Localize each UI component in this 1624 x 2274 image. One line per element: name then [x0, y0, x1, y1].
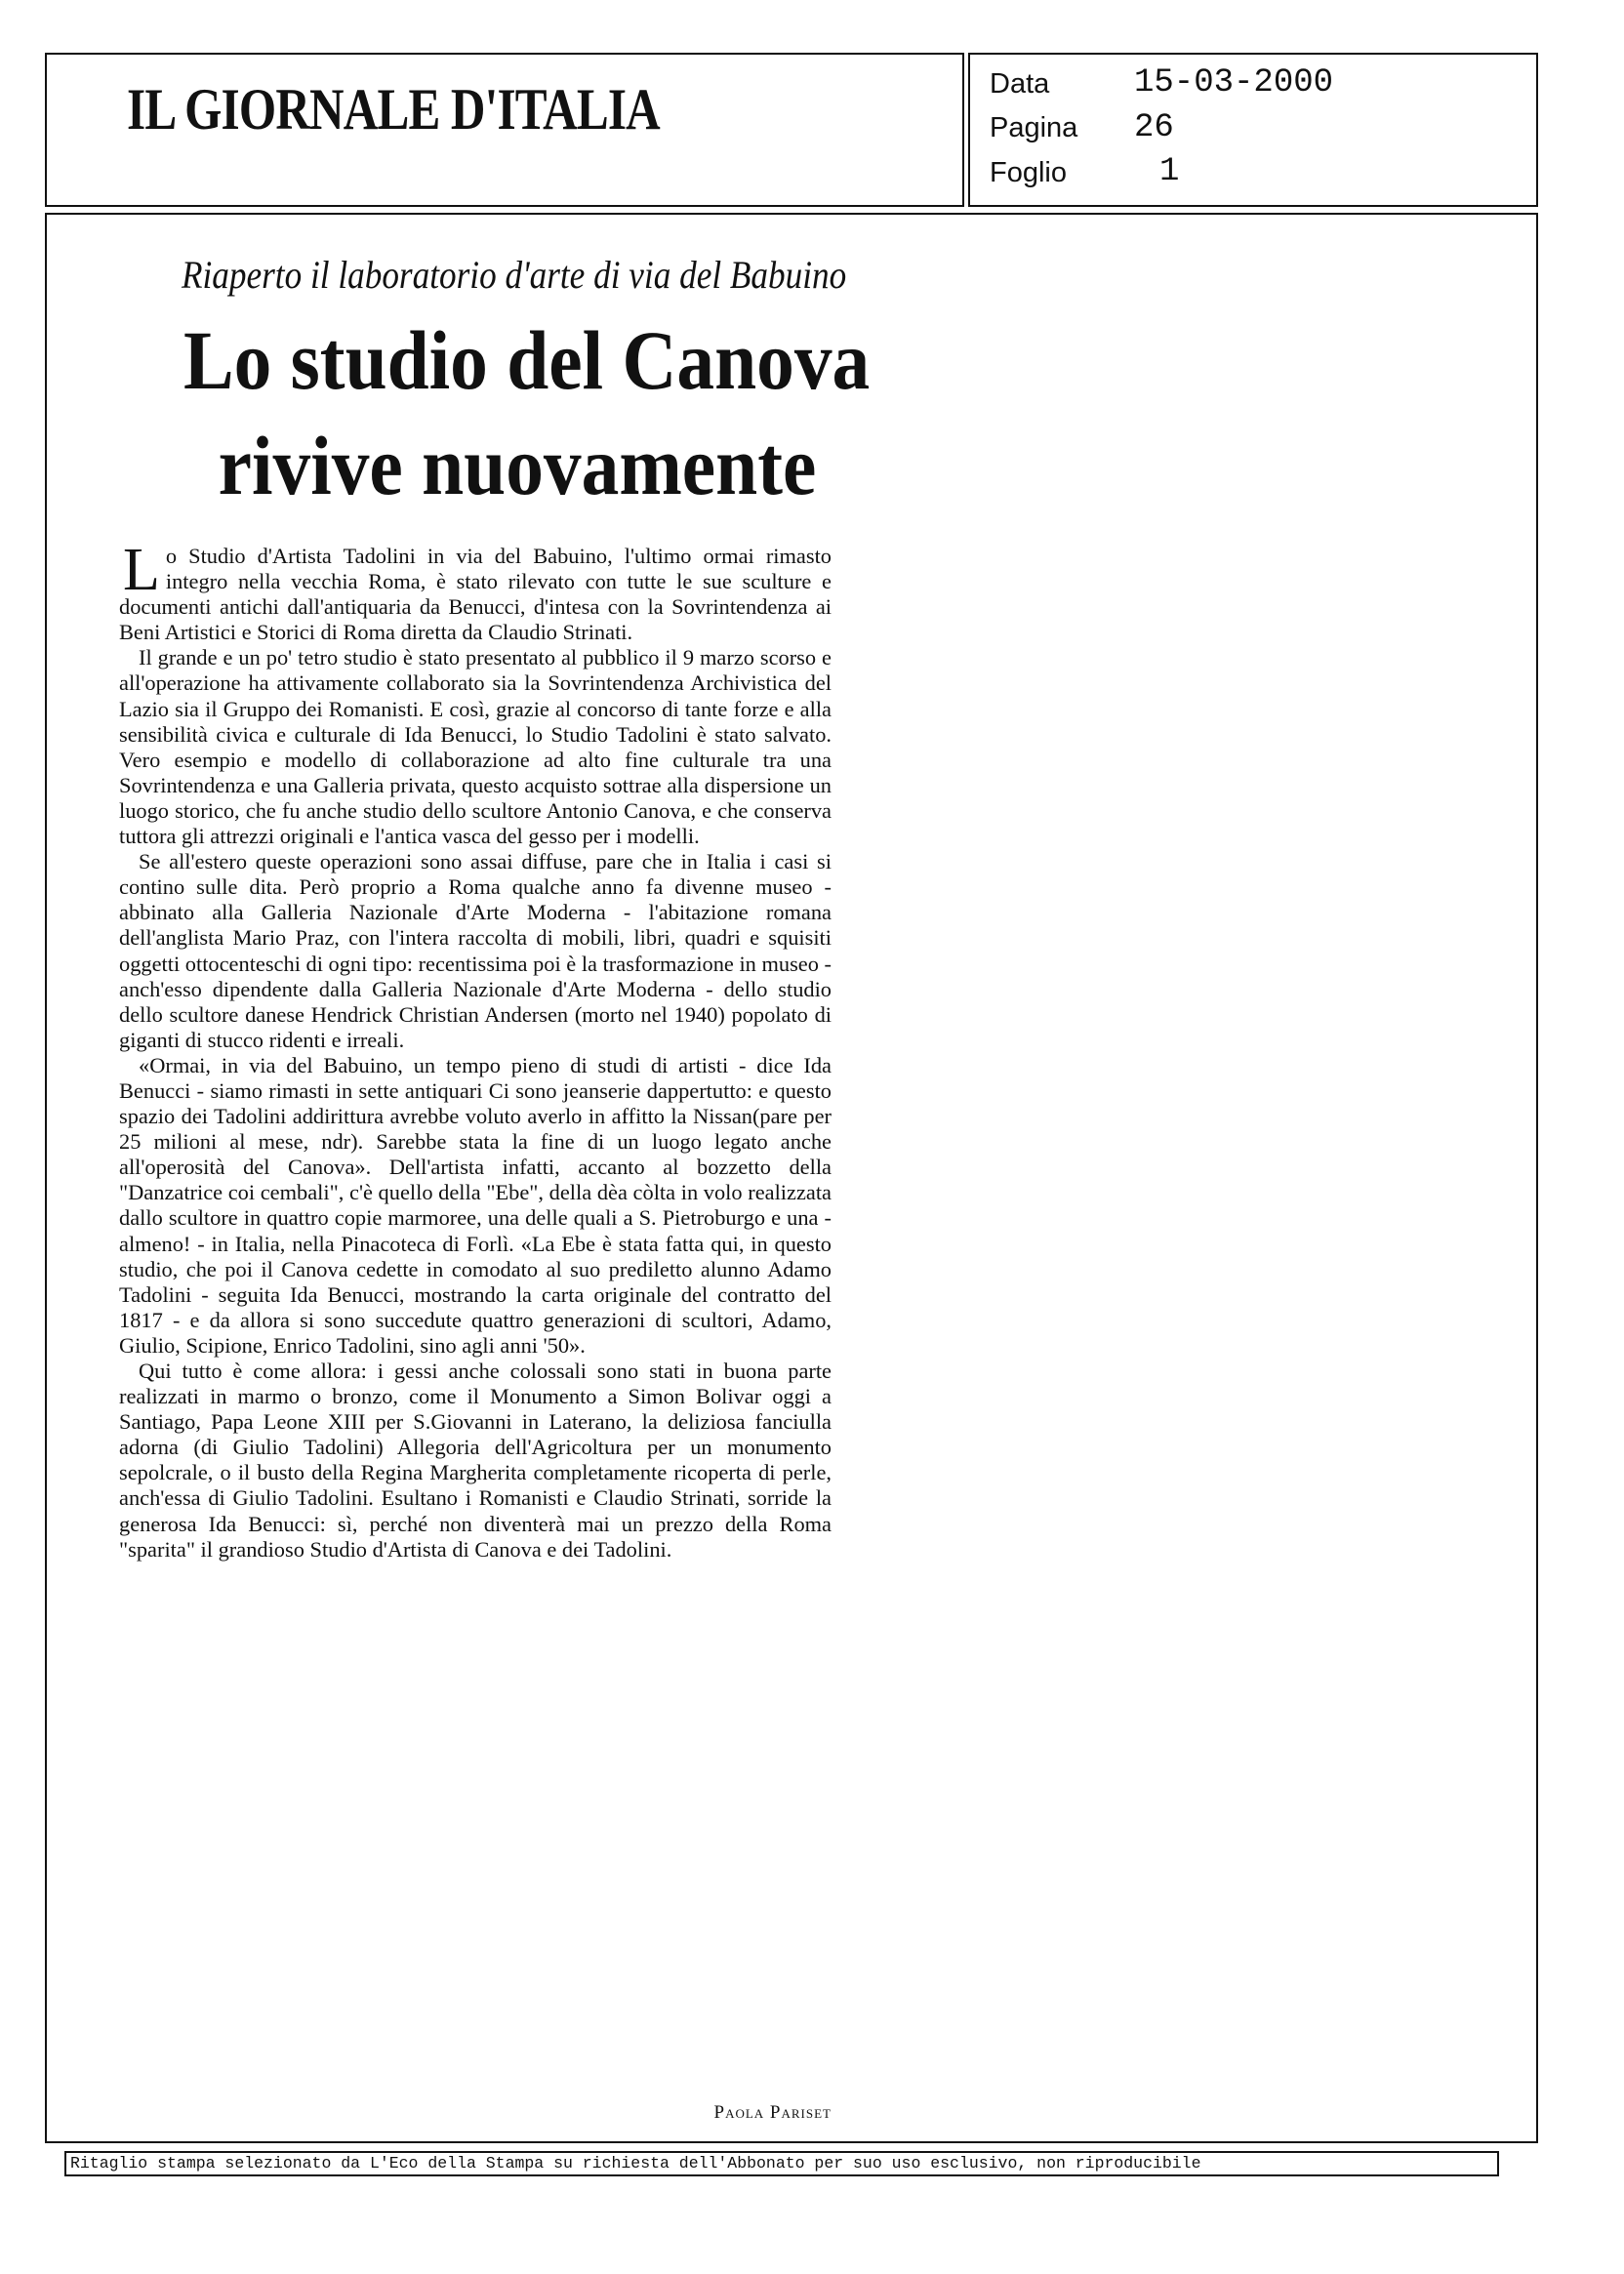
clipping-notice: Ritaglio stampa selezionato da L'Eco della Stampa su richiesta dell'Abbonato per suo uso esclusivo, non riproducibile: [70, 2154, 1201, 2172]
date-label: Data: [990, 68, 1050, 100]
sheet-value: 1: [1159, 153, 1180, 190]
newspaper-masthead: IL GIORNALE D'ITALIA: [127, 77, 660, 142]
article-kicker: Riaperto il laboratorio d'arte di via del Babuino: [182, 253, 847, 297]
date-value: 15-03-2000: [1134, 64, 1334, 102]
page-label: Pagina: [990, 112, 1078, 143]
drop-cap: L: [123, 537, 160, 603]
page-value: 26: [1134, 109, 1174, 146]
article-paragraph-5: Qui tutto è come allora: i gessi anche colossali sono stati in buona parte realizzati in marmo o bronzo, come il Monumento a Simon Bolivar oggi a Santiago, Papa Leone XIII per S.Giovanni in Laterano, la deliziosa fanciulla adorna (di Giulio Tadolini) Allegoria dell'Agricoltura per un monumento sepolcrale, o il busto della Regina Margherita completamente ricoperta di perle, anch'essa di Giulio Tadolini. Esultano i Romanisti e Claudio Strinati, sorride la generosa Ida Benucci: sì, perché non diventerà mai un prezzo della Roma "sparita" il grandioso Studio d'Artista di Canova e dei Tadolini.: [119, 1359, 832, 1562]
article-byline: Paola Pariset: [713, 2102, 832, 2123]
article-body: [119, 537, 832, 1563]
article-paragraph-4: «Ormai, in via del Babuino, un tempo pieno di studi di artisti - dice Ida Benucci - siamo rimasti in sette antiquari Ci sono jeanserie dappertutto: e questo spazio dei Tadolini addirittura avrebbe voluto averlo in affitto la Nissan(pare per 25 milioni al mese, ndr). Sarebbe stata la fine di un luogo legato anche all'operosità del Canova». Dell'artista infatti, accanto al bozzetto della "Danzatrice coi cembali", c'è quello della "Ebe", della dèa còlta in volo realizzata dallo scultore in quattro copie marmoree, una delle quali a S. Pietroburgo e una - almeno! - in Italia, nella Pinacoteca di Forlì. «La Ebe è stata fatta qui, in questo studio, che poi il Canova cedette in comodato al suo prediletto alunno Adamo Tadolini - seguita Ida Benucci, mostrando la carta originale del contratto del 1817 - e da allora si sono succedute quattro generazioni di scultori, Adamo, Giulio, Scipione, Enrico Tadolini, sino agli anni '50».: [119, 1052, 832, 1358]
article-paragraph-1: [119, 537, 832, 645]
article-headline-line-2: rivive nuovamente: [218, 419, 817, 512]
article-paragraph-3: Se all'estero queste operazioni sono assai diffuse, pare che in Italia i casi si contino sulle dita. Però proprio a Roma qualche anno fa divenne museo - abbinato alla Galleria Nazionale d'Arte Moderna - l'abitazione romana dell'anglista Mario Praz, con l'intera raccolta di mobili, libri, quadri e squisiti oggetti ottocenteschi di ogni tipo: recentissima poi è la trasformazione in museo - anch'esso dipendente dalla Galleria Nazionale d'Arte Moderna - dello studio dello scultore danese Hendrick Christian Andersen (morto nel 1940) popolato di giganti di stucco ridenti e irreali.: [119, 849, 832, 1052]
sheet-label: Foglio: [990, 157, 1067, 188]
paragraph-text: o Studio d'Artista Tadolini in via del Babuino, l'ultimo ormai rimasto integro nella vecchia Roma, è stato rilevato con tutte le sue sculture e documenti antichi dall'antiquaria da Benucci, d'intesa con la Sovrintendenza ai Beni Artistici e Storici di Roma diretta da Claudio Strinati.: [119, 544, 832, 645]
article-paragraph-2: Il grande e un po' tetro studio è stato presentato al pubblico il 9 marzo scorso e all'operazione ha attivamente collaborato sia la Sovrintendenza Archivistica del Lazio sia il Gruppo dei Romanisti. E così, grazie al concorso di tante forze e alla sensibilità civica e culturale di Ida Benucci, lo Studio Tadolini è stato salvato. Vero esempio e modello di collaborazione ad alto fine culturale tra una Sovrintendenza e una Galleria privata, questo acquisto sottrae alla dispersione un luogo storico, che fu anche studio dello scultore Antonio Canova, e che conserva tuttora gli attrezzi originali e l'antica vasca del gesso per i modelli.: [119, 645, 832, 849]
article-headline-line-1: Lo studio del Canova: [183, 313, 871, 407]
